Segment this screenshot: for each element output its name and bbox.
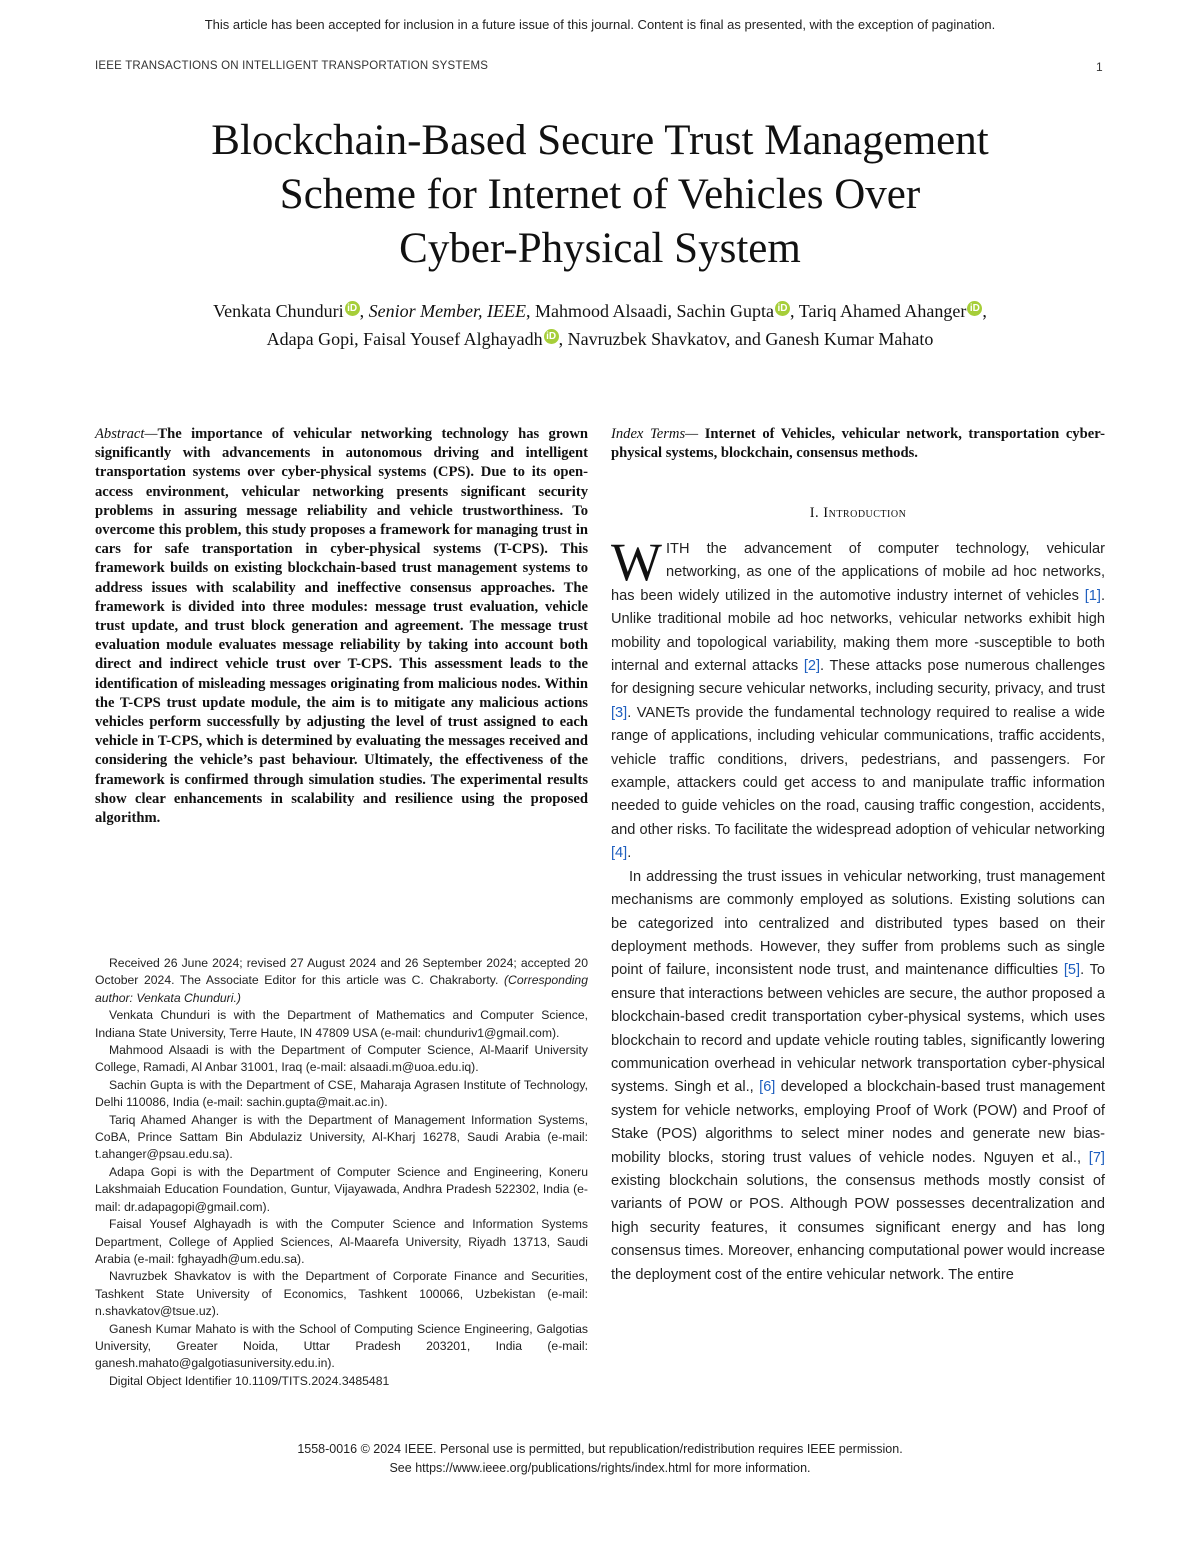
citation-link[interactable]: [3] [611, 704, 628, 721]
text-run: . [627, 845, 632, 862]
orcid-icon[interactable]: iD [967, 301, 982, 316]
drop-cap: W [611, 532, 662, 592]
footnote-affiliation: Faisal Yousef Alghayadh is with the Computer Science and Information Systems Department, College of Applied Sciences, Al-Maarefa University, Riyadh 13713, Saudi Arabia (e-mail: fghayadh@um.edu.sa). [95, 1217, 588, 1266]
paper-title [100, 114, 1100, 276]
doi[interactable]: Digital Object Identifier 10.1109/TITS.2024.3485481 [109, 1373, 390, 1388]
citation-link[interactable]: [4] [611, 845, 628, 862]
abstract-text: The importance of vehicular networking technology has grown significantly with advancements in autonomous driving and intelligent transportation systems over cyber-physical systems (CPS). Due to its open-access environment, vehicular networking presents significant security problems in assuring message reliability and vehicle trustworthiness. To overcome this problem, this study proposes a framework for managing trust in cars for safe transportation in cyber-physical systems (T-CPS). This framework builds on existing blockchain-based trust management systems to address issues with scalability and ineffective consensus approaches. The framework is divided into three modules: message trust evaluation, vehicle trust update, and trust block generation and agreement. The message trust evaluation module evaluates message reliability by taking into account both direct and indirect vehicle trust over T-CPS. This assessment leads to the identification of misleading messages originating from malicious nodes. Within the T-CPS trust update module, the aim is to mitigate any malicious actions vehicles perform successfully by adjusting the level of trust assigned to each vehicle in T-CPS, which is determined by evaluating the messages received and considering the vehicle’s past behaviour. Ultimately, the effectiveness of the framework is confirmed through simulation studies. The experimental results show clear enhancements in scalability and resilience using the proposed algorithm. [95, 426, 588, 827]
orcid-icon[interactable]: iD [345, 301, 360, 316]
footnote-affiliation: Tariq Ahamed Ahanger is with the Department of Management Information Systems, CoBA, Prince Sattam Bin Abdulaziz University, Al-Kharj 16278, Saudi Arabia (e-mail: t.ahanger@psau.edu.sa). [95, 1112, 588, 1162]
citation-link[interactable]: [1] [1084, 587, 1101, 604]
abstract-label: Abstract— [95, 426, 158, 442]
footnotes [95, 955, 588, 1390]
introduction-body [611, 532, 1105, 1287]
text-run: existing blockchain solutions, the consensus methods mostly consist of variants of POW or POS. Although POW possesses decentralization and high security features, it consumes significant energy and has long consensus times. Moreover, enhancing computational power would increase the deployment cost of the entire vehicular network. The entire [611, 1172, 1105, 1283]
footnote-affiliation: Sachin Gupta is with the Department of CSE, Maharaja Agrasen Institute of Technology, Delhi 110086, India (e-mail: sachin.gupta@mait.ac.in). [95, 1077, 588, 1110]
running-header: IEEE TRANSACTIONS ON INTELLIGENT TRANSPORTATION SYSTEMS [95, 60, 489, 72]
title-line-1: Blockchain-Based Secure Trust Management [211, 117, 989, 164]
page-number: 1 [1096, 60, 1103, 74]
author-list [100, 297, 1100, 353]
section-heading: I. Introduction [809, 505, 907, 521]
acceptance-notice: This article has been accepted for inclusion in a future issue of this journal. Content is final as presented, with the exception of pagination. [204, 17, 996, 32]
citation-link[interactable]: [5] [1063, 962, 1081, 979]
paragraph [611, 532, 1105, 866]
footnote-received [95, 955, 588, 1007]
text-run: . These attacks pose numerous challenges for designing secure vehicular networks, including security, privacy, and trust [611, 658, 1105, 698]
paragraph [611, 866, 1105, 1287]
copyright-line: 1558-0016 © 2024 IEEE. Personal use is permitted, but republication/redistribution requires IEEE permission. [297, 1442, 903, 1456]
author-name: Ganesh Kumar Mahato [765, 329, 934, 349]
text-run: for more information. [691, 1461, 811, 1475]
text-run: . Unlike traditional mobile ad hoc networks, vehicular networks exhibit high mobility and topological variability, making them more -susceptible to both internal and external attacks [611, 587, 1105, 675]
footnote-affiliation: Navruzbek Shavkatov is with the Department of Corporate Finance and Securities, Tashkent State University of Economics, Tashkent 100066, Uzbekistan (e-mail: n.shavkatov@tsue.uz). [95, 1269, 588, 1319]
index-terms-text: Internet of Vehicles, vehicular network, transportation cyber-physical systems, blockchain, consensus methods. [611, 426, 1105, 462]
author-name: Faisal Yousef Alghayadh [363, 329, 543, 349]
text-run: In addressing the trust issues in vehicular networking, trust management mechanisms are commonly employed as solutions. Existing solutions can be categorized into centralized and distributed types based on their deployment methods. However, they suffer from problems such as single point of failure, inconsistent node trust, and maintenance difficulties [611, 868, 1105, 979]
abstract [95, 425, 588, 828]
author-name: Sachin Gupta [676, 301, 775, 321]
rights-url-link[interactable]: https://www.ieee.org/publications/rights/index.html [415, 1461, 692, 1475]
footnote-affiliation: Ganesh Kumar Mahato is with the School of Computing Science Engineering, Galgotias University, Greater Noida, Uttar Pradesh 203201, India (e-mail: ganesh.mahato@galgotiasuniversity.edu.in). [95, 1321, 588, 1371]
index-terms [611, 425, 1105, 463]
copyright-notice [0, 1440, 1200, 1478]
text-run: . VANETs provide the fundamental technology required to realise a wide range of applications, including vehicular communications, traffic accidents, vehicle traffic conditions, drivers, pedestrians, and passengers. For example, attackers could get access to and manipulate traffic information needed to guide vehicles on the road, causing traffic congestion, accidents, and other risks. To facilitate the widespread adoption of vehicular networking [611, 704, 1105, 838]
citation-link[interactable]: [7] [1088, 1149, 1105, 1166]
rights-line [0, 1459, 1200, 1478]
text-run: . To ensure that interactions between vehicles are secure, the author proposed a blockchain-based credit transportation cyber-physical systems, which uses blockchain to record and update vehicle routing tables, significantly lowering communication overhead in vehicular network transportation cyber-physical systems. Singh et al., [611, 962, 1105, 1096]
author-name: Tariq Ahamed Ahanger [798, 301, 967, 321]
footnote-affiliation: Mahmood Alsaadi is with the Department of Computer Science, Al-Maarif University College, Ramadi, Al Anbar 31001, Iraq (e-mail: alsaadi.m@uoa.edu.iq). [95, 1043, 588, 1075]
author-name: Navruzbek Shavkatov [567, 329, 726, 349]
title-line-3: Cyber-Physical System [399, 225, 801, 272]
author-conjunction: and [734, 329, 761, 349]
author-membership: Senior Member, IEEE [368, 301, 527, 321]
footnote-affiliation: Adapa Gopi is with the Department of Computer Science and Engineering, Koneru Lakshmaiah Education Foundation, Guntur, Vijayawada, Andhra Pradesh 522302, India (e-mail: dr.adapagopi@gmail.com). [95, 1164, 588, 1214]
text-run: See [389, 1461, 416, 1475]
author-line-1: Venkata Chunduri iD , Senior Member, IEEE, Mahmood Alsaadi, Sachin Gupta iD , Tariq Ahamed Ahanger iD , [213, 301, 987, 321]
citation-link[interactable]: [6] [759, 1079, 776, 1096]
index-terms-label: Index Terms— [611, 426, 699, 442]
author-name: Adapa Gopi [266, 329, 355, 349]
author-name: Mahmood Alsaadi [535, 301, 668, 321]
orcid-icon[interactable]: iD [544, 329, 559, 344]
footnote-affiliation: Venkata Chunduri is with the Department of Mathematics and Computer Science, Indiana State University, Terre Haute, IN 47809 USA (e-mail: chunduriv1@gmail.com). [95, 1008, 588, 1040]
author-name: Venkata Chunduri [213, 301, 344, 321]
orcid-icon[interactable]: iD [775, 301, 790, 316]
text-run: developed a blockchain-based trust management system for vehicle networks, employing Proof of Work (POW) and Proof of Stake (POS) algorithms to select miner nodes and generate new bias-mobility blocks, storing trust values of vehicle nodes. Nguyen et al., [611, 1079, 1105, 1166]
text-run: ITH the advancement of computer technology, vehicular networking, as one of the applications of mobile ad hoc networks, has been widely utilized in the automotive industry internet of vehicles [611, 541, 1105, 604]
citation-link[interactable]: [2] [803, 658, 821, 675]
author-line-2: Adapa Gopi, Faisal Yousef Alghayadh iD , Navruzbek Shavkatov, and Ganesh Kumar Mahato [266, 329, 934, 349]
title-line-2: Scheme for Internet of Vehicles Over [279, 171, 921, 218]
received-dates: Received 26 June 2024; revised 27 August 2024 and 26 September 2024; accepted 20 October 2024. The Associate Editor for this article was C. Chakraborty. [95, 956, 588, 988]
corresponding-author: (Corresponding author: Venkata Chunduri.) [95, 973, 588, 1005]
